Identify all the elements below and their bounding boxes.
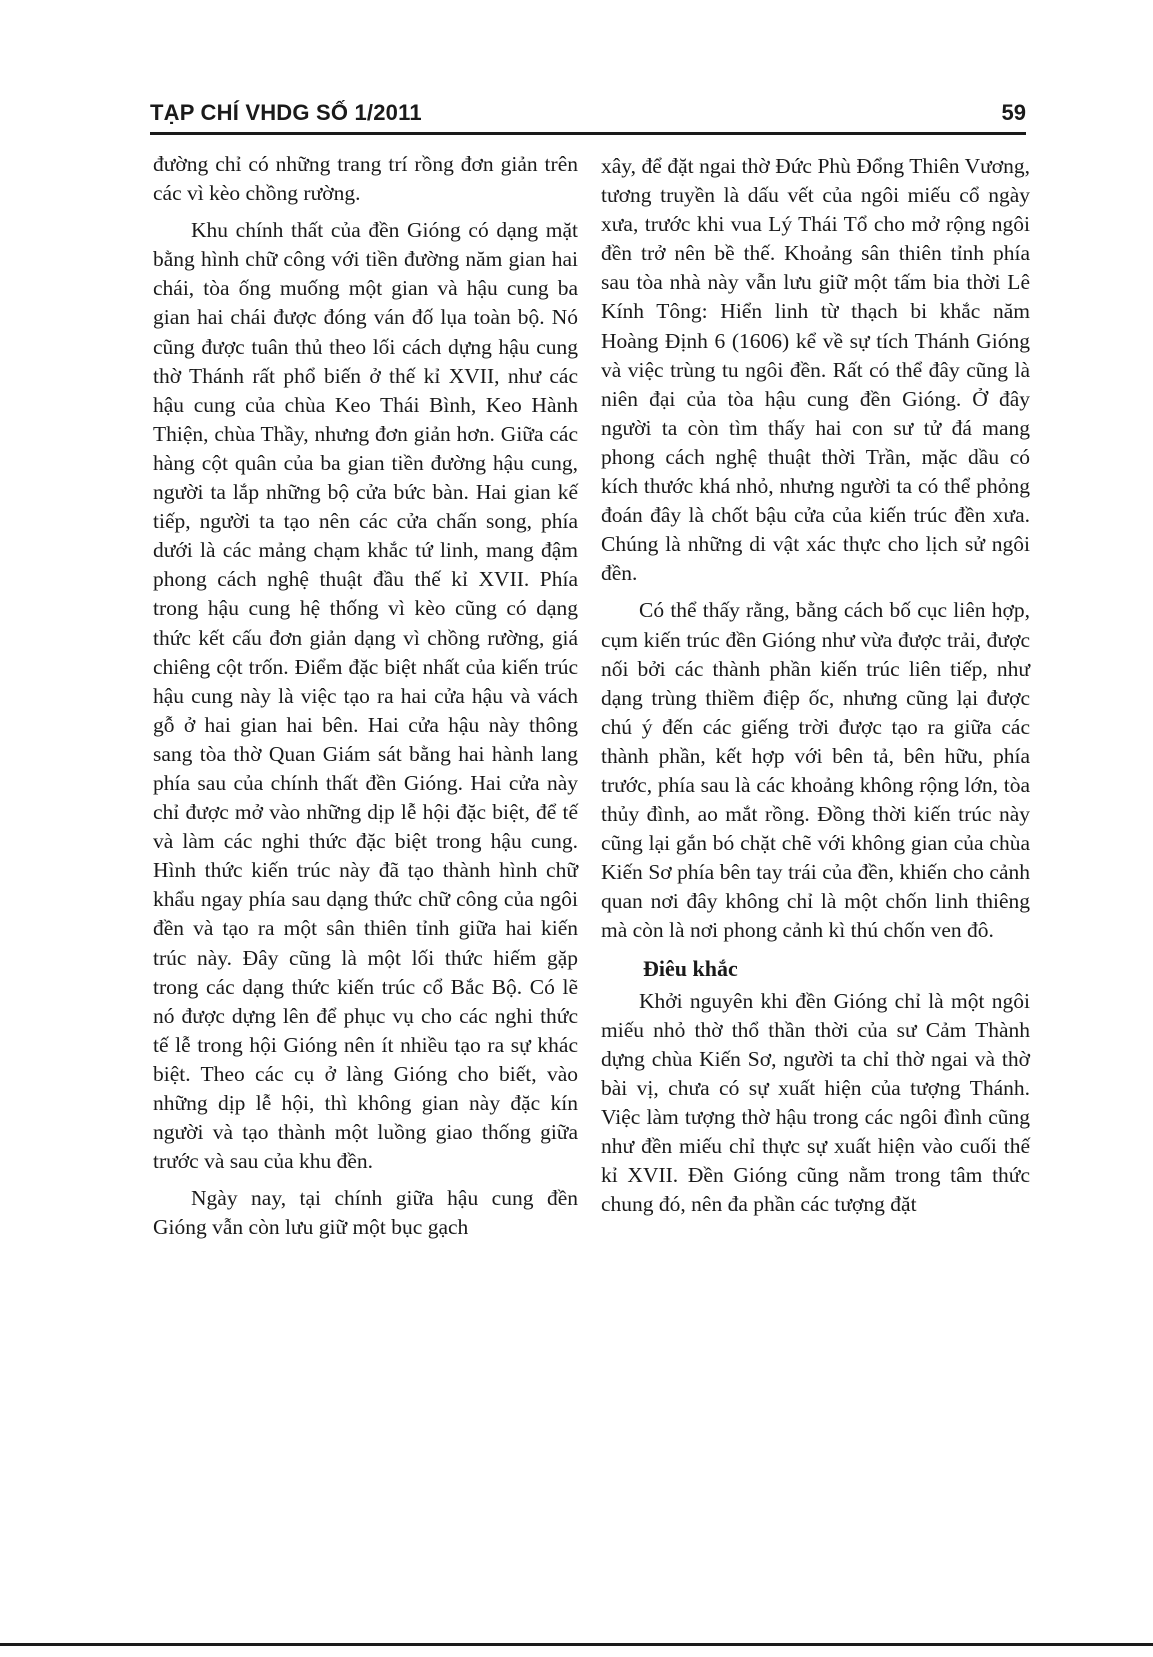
- page-number: 59: [1001, 100, 1026, 125]
- paragraph: Khu chính thất của đền Gióng có dạng mặt bằng hình chữ công với tiền đường năm gian hai chái, tòa ống muống một gian và hậu cung ba gian hai chái được đóng ván đố lụa toàn bộ. Nó cũng được tuân thủ theo lối cách dựng hậu cung thờ Thánh rất phổ biến ở thế kỉ XVII, như các hậu cung của chùa Keo Thái Bình, Keo Hành Thiện, chùa Thầy, nhưng đơn giản hơn. Giữa các hàng cột quân của ba gian tiền đường hậu cung, người ta lắp những bộ cửa bức bàn. Hai gian kế tiếp, người ta tạo nên các cửa chấn song, phía dưới là các mảng chạm khắc tứ linh, mang đậm phong cách nghệ thuật đầu thế kỉ XVII. Phía trong hậu cung hệ thống vì kèo cũng có dạng thức kết cấu đơn giản dạng vì chồng rường, giá chiêng cột trốn. Điểm đặc biệt nhất của kiến trúc hậu cung này là việc tạo ra hai cửa hậu và vách gỗ ở hai gian hai bên. Hai cửa hậu này thông sang tòa thờ Quan Giám sát bằng hai hành lang phía sau của chính thất đền Gióng. Hai cửa này chỉ được mở vào những dịp lễ hội đặc biệt, để tế và làm các nghi thức đặc biệt trong hậu cung. Hình thức kiến trúc này đã tạo thành hình chữ khẩu ngay phía sau dạng thức chữ công của ngôi đền và tạo ra một sân thiên tỉnh giữa hai kiến trúc này. Đây cũng là một lối thức hiếm gặp trong các dạng thức kiến trúc cổ Bắc Bộ. Có lẽ nó được dựng lên để phục vụ cho các nghi thức tế lễ trong hội Gióng nên ít nhiều tạo ra sự khác biệt. Theo các cụ ở làng Gióng cho biết, vào những dịp lễ hội, thì không gian này đặc kín người và tạo thành một luồng giao thống giữa trước và sau của khu đền.: [153, 218, 578, 1174]
- left-column: [153, 150, 578, 1250]
- right-column: [601, 152, 1030, 1227]
- page-bottom-edge: [0, 1643, 1153, 1646]
- paragraph: Ngày nay, tại chính giữa hậu cung đền Gióng vẫn còn lưu giữ một bục gạch: [153, 1186, 578, 1240]
- paragraph: Có thể thấy rằng, bằng cách bố cục liên hợp, cụm kiến trúc đền Gióng như vừa được trải, được nối bởi các thành phần kiến trúc liên tiếp, như dạng trùng thiềm điệp ốc, nhưng cũng lại được chú ý đến các giếng trời được tạo ra giữa các thành phần, kết hợp với bên tả, bên hữu, phía trước, phía sau là các khoảng không rộng lớn, tòa thủy đình, ao mắt rồng. Đồng thời kiến trúc này cũng lại gắn bó chặt chẽ với không gian của chùa Kiến Sơ phía bên tay trái của đền, khiến cho cảnh quan nơi đây không chỉ là một chốn linh thiêng mà còn là nơi phong cảnh kì thú chốn ven đô.: [601, 598, 1030, 943]
- running-header: [150, 96, 1026, 135]
- journal-title: TẠP CHÍ VHDG SỐ 1/2011: [150, 100, 422, 125]
- section-heading: Điêu khắc: [643, 955, 738, 981]
- paragraph: Khởi nguyên khi đền Gióng chỉ là một ngôi miếu nhỏ thờ thổ thần thời của sư Cảm Thành dựng chùa Kiến Sơ, người ta chỉ thờ ngai và thờ bài vị, chưa có sự xuất hiện của tượng Thánh. Việc làm tượng thờ hậu trong các ngôi đình cũng như đền miếu chỉ thực sự xuất hiện vào cuối thế kỉ XVII. Đền Gióng cũng nằm trong tâm thức chung đó, nên đa phần các tượng đặt: [601, 988, 1030, 1217]
- paragraph: đường chỉ có những trang trí rồng đơn giản trên các vì kèo chồng rường.: [153, 152, 578, 206]
- paragraph: xây, để đặt ngai thờ Đức Phù Đổng Thiên Vương, tương truyền là dấu vết của ngôi miếu cổ ngày xưa, trước khi vua Lý Thái Tổ cho mở rộng ngôi đền trở nên bề thế. Khoảng sân thiên tỉnh phía sau tòa nhà này vẫn lưu giữ một tấm bia thời Lê Kính Tông: Hiển linh từ thạch bi khắc năm Hoàng Định 6 (1606) kể về sự tích Thánh Gióng và việc trùng tu ngôi đền. Rất có thể đây cũng là niên đại của tòa hậu cung đền Gióng. Ở đây người ta còn tìm thấy hai con sư tử đá mang phong cách nghệ thuật thời Trần, mặc dầu có kích thước khá nhỏ, nhưng người ta có thể phỏng đoán đây là chốt bậu cửa của kiến trúc đền xưa. Chúng là những di vật xác thực cho lịch sử ngôi đền.: [601, 154, 1030, 586]
